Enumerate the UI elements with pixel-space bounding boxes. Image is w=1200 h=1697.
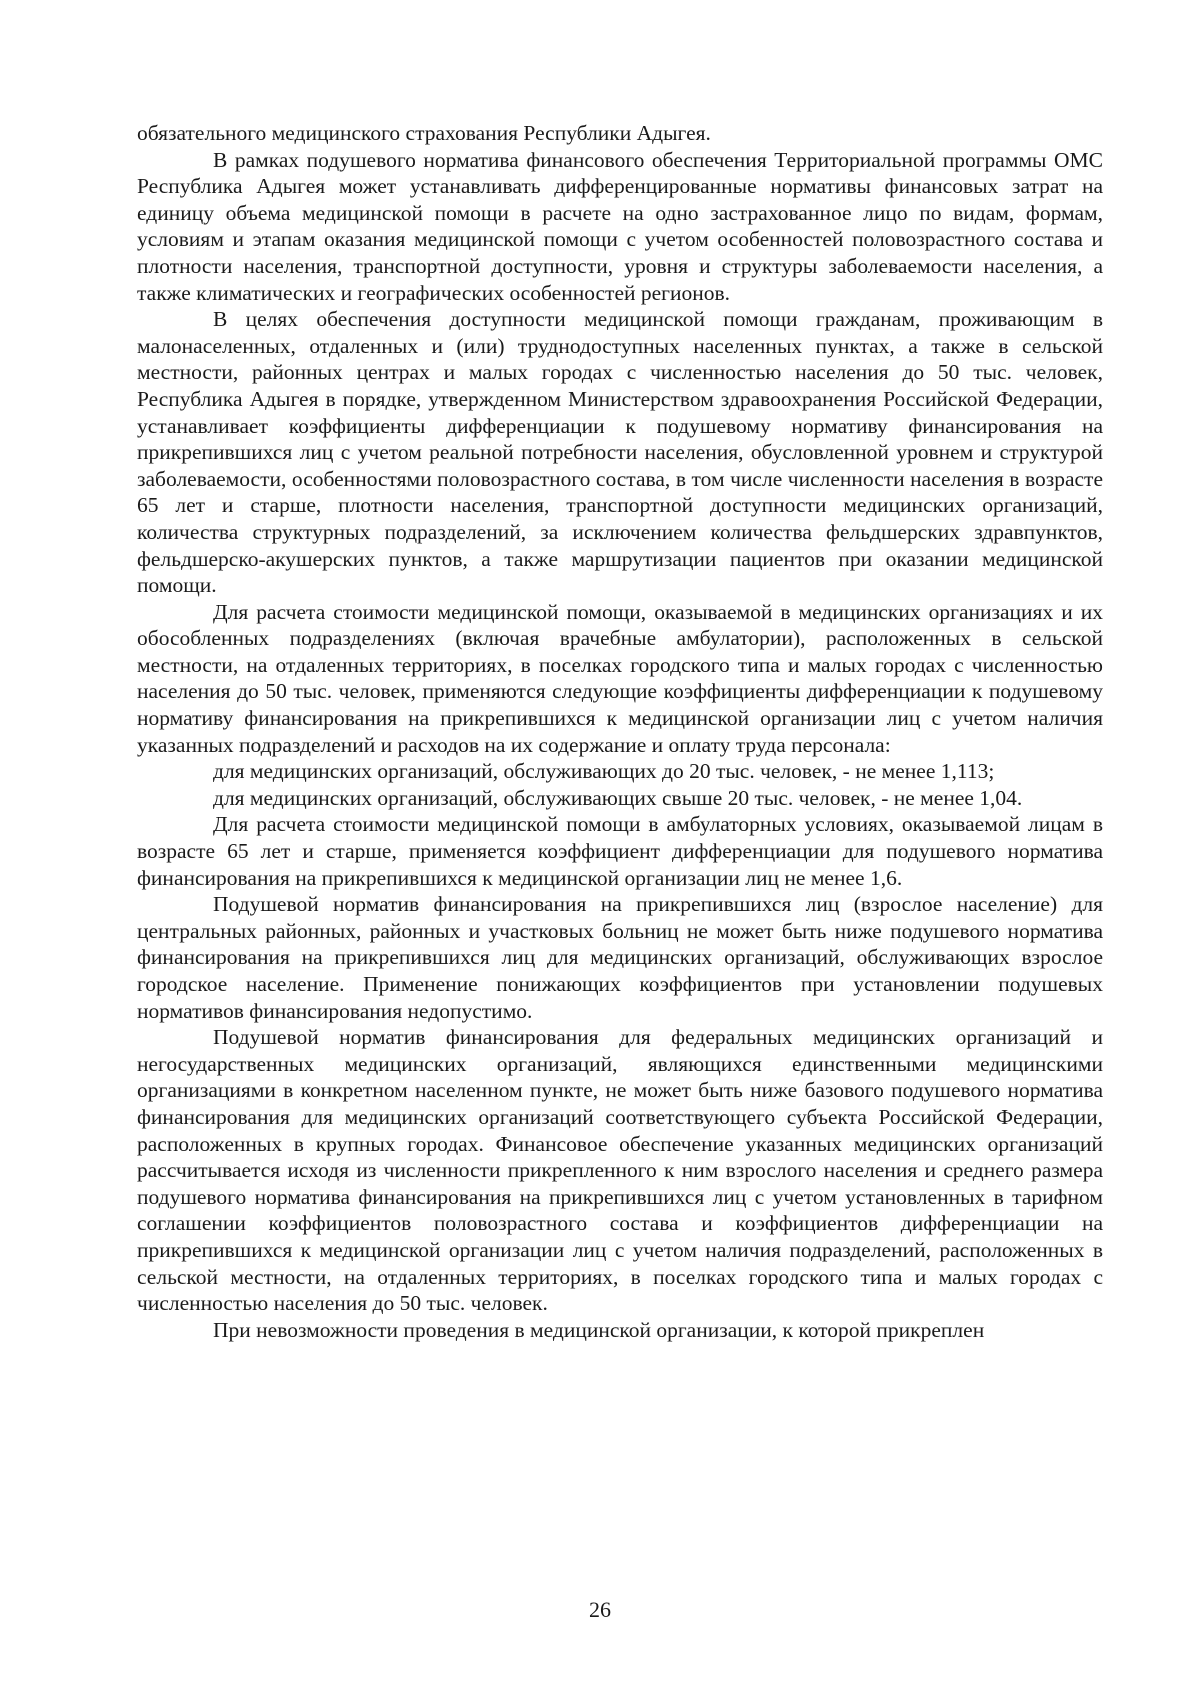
paragraph-accessibility-coefficients: В целях обеспечения доступности медицинской помощи гражданам, проживающим в малонаселенных, отдаленных и (или) труднодоступных населенных пунктах, а также в сельской местности, районных центрах и малых городах с численностью населения до 50 тыс. человек, Республика Адыгея в порядке, утвержденном Министерством здравоохранения Российской Федерации, устанавливает коэффициенты дифференциации к подушевому нормативу финансирования на прикрепившихся лиц с учетом реальной потребности населения, обусловленной уровнем и структурой заболеваемости, особенностями половозрастного состава, в том числе численности населения в возрасте 65 лет и старше, плотности населения, транспортной доступности медицинских организаций, количества структурных подразделений, за исключением количества фельдшерских здравпунктов, фельдшерско-акушерских пунктов, а также маршрутизации пациентов при оказании медицинской помощи. bbox=[137, 307, 1103, 598]
page-number: 26 bbox=[589, 1597, 611, 1622]
paragraph-rural-cost-calculation: Для расчета стоимости медицинской помощи, оказываемой в медицинских организациях и их обособленных подразделениях (включая врачебные амбулатории), расположенных в сельской местности, на отдаленных территориях, в поселках городского типа и малых городах с численностью населения до 50 тыс. человек, применяются следующие коэффициенты дифференциации к подушевому нормативу финансирования на прикрепившихся к медицинской организации лиц с учетом наличия указанных подразделений и расходов на их содержание и оплату труда персонала: bbox=[137, 599, 1103, 757]
paragraph-continued-next-page: При невозможности проведения в медицинской организации, к которой прикреплен bbox=[213, 1317, 985, 1342]
paragraph-district-hospitals: Подушевой норматив финансирования на прикрепившихся лиц (взрослое население) для центральных районных, районных и участковых больниц не может быть ниже подушевого норматива финансирования на прикрепившихся лиц для медицинских организаций, обслуживающих взрослое городское население. Применение понижающих коэффициентов при установлении подушевых нормативов финансирования недопустимо. bbox=[137, 892, 1103, 1023]
paragraph-continuation: обязательного медицинского страхования Республики Адыгея. bbox=[137, 121, 711, 145]
paragraph-federal-organizations: Подушевой норматив финансирования для федеральных медицинских организаций и негосударственных медицинских организаций, являющихся единственными медицинскими организациями в конкретном населенном пункте, не может быть ниже базового подушевого норматива финансирования для медицинских организаций соответствующего субъекта Российской Федерации, расположенных в крупных городах. Финансовое обеспечение указанных медицинских организаций рассчитывается исходя из численности прикрепленного к ним взрослого населения и среднего размера подушевого норматива финансирования на прикрепившихся лиц с учетом установленных в тарифном соглашении коэффициентов половозрастного состава и коэффициентов дифференциации на прикрепившихся к медицинской организации лиц с учетом наличия подразделений, расположенных в сельской местности, на отдаленных территориях, в поселках городского типа и малых городах с численностью населения до 50 тыс. человек. bbox=[137, 1025, 1103, 1316]
paragraph-coefficient-up-to-20k: для медицинских организаций, обслуживающих до 20 тыс. человек, - не менее 1,113; bbox=[213, 759, 995, 784]
body-text bbox=[137, 120, 1103, 1343]
paragraph-elderly-coefficient: Для расчета стоимости медицинской помощи в амбулаторных условиях, оказываемой лицам в возрасте 65 лет и старше, применяется коэффициент дифференциации для подушевого норматива финансирования на прикрепившихся к медицинской организации лиц не менее 1,6. bbox=[137, 812, 1103, 890]
paragraph-coefficient-over-20k: для медицинских организаций, обслуживающих свыше 20 тыс. человек, - не менее 1,04. bbox=[213, 785, 1023, 810]
paragraph-differentiated-norms: В рамках подушевого норматива финансового обеспечения Территориальной программы ОМС Республика Адыгея может устанавливать дифференцированные нормативы финансовых затрат на единицу объема медицинской помощи в расчете на одно застрахованное лицо по видам, формам, условиям и этапам оказания медицинской помощи с учетом особенностей половозрастного состава и плотности населения, транспортной доступности, уровня и структуры заболеваемости населения, а также климатических и географических особенностей регионов. bbox=[137, 147, 1103, 305]
